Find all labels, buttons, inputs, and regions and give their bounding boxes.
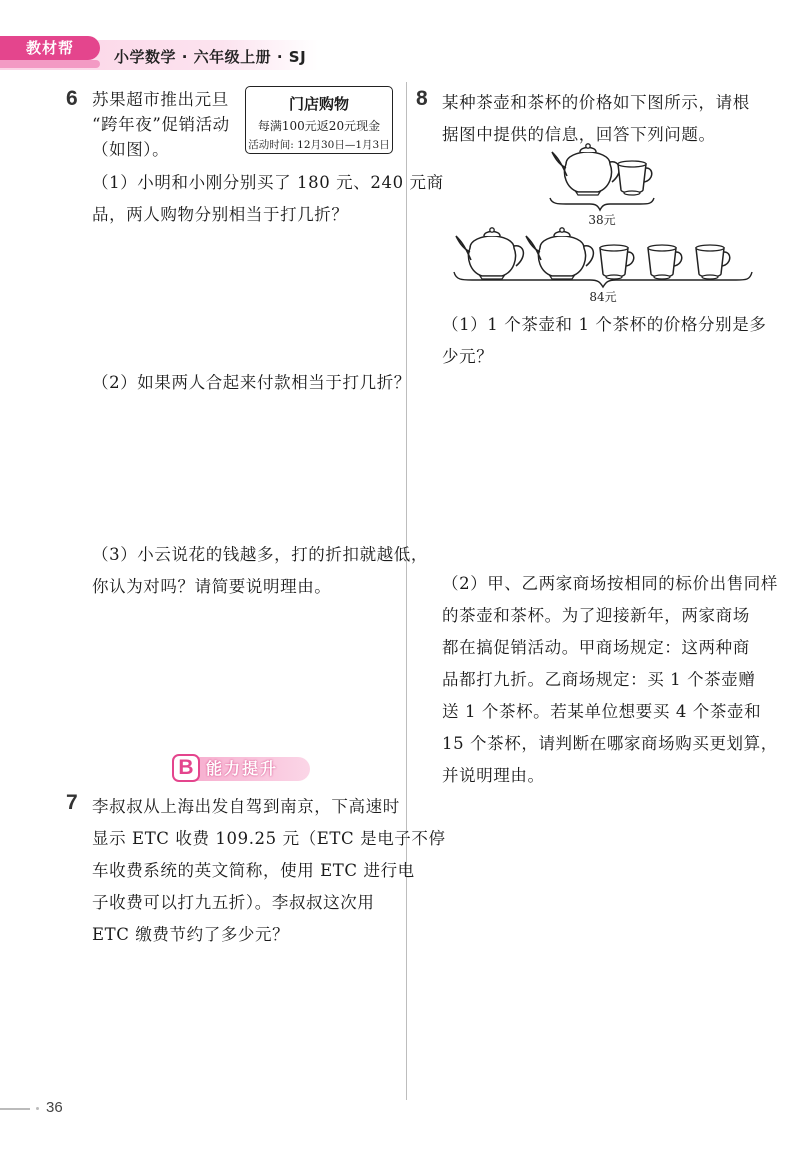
page-number: 36 bbox=[46, 1099, 63, 1116]
brand-tag: 教材帮 bbox=[0, 36, 100, 60]
question-8-number: 8 bbox=[416, 87, 428, 110]
text-line: 李叔叔从上海出发自驾到南京，下高速时 bbox=[92, 797, 400, 816]
teapot-icon bbox=[552, 144, 619, 195]
cup-icon bbox=[648, 245, 682, 279]
question-6-number: 6 bbox=[66, 87, 78, 110]
text-line: 子收费可以打九五折）。李叔叔这次用 bbox=[92, 893, 375, 912]
text-line: 你认为对吗？请简要说明理由。 bbox=[92, 577, 332, 596]
store-promo-box bbox=[245, 86, 393, 154]
text-line: 的茶壶和茶杯。为了迎接新年，两家商场 bbox=[442, 606, 750, 625]
question-6-part-2: （2）如果两人合起来付款相当于打几折？ bbox=[92, 373, 411, 392]
text-line: 品都打九折。乙商场规定：买 1 个茶壶赠 bbox=[442, 670, 756, 689]
text-line: （1）小明和小刚分别买了 180 元、240 元商 bbox=[92, 173, 444, 192]
text-line: 品，两人购物分别相当于打几折？ bbox=[92, 205, 349, 224]
brace-top bbox=[550, 198, 654, 210]
cup-icon bbox=[618, 161, 652, 195]
question-6-part-3 bbox=[92, 542, 428, 599]
section-b-label: 能力提升 bbox=[206, 759, 279, 778]
text-line: （1）1 个茶壶和 1 个茶杯的价格分别是多 bbox=[442, 315, 767, 334]
brand-stripe bbox=[0, 60, 100, 68]
text-line: （2）甲、乙两家商场按相同的标价出售同样 bbox=[442, 574, 778, 593]
section-b-badge: B bbox=[172, 754, 200, 782]
text-line: 据图中提供的信息，回答下列问题。 bbox=[442, 125, 716, 144]
text-line: “跨年夜”促销活动 bbox=[92, 115, 230, 134]
cup-icon bbox=[696, 245, 730, 279]
text-line: 都在搞促销活动。甲商场规定：这两种商 bbox=[442, 638, 750, 657]
text-line: 显示 ETC 收费 109.25 元（ETC 是电子不停 bbox=[92, 829, 446, 848]
teapot-cup-figure bbox=[440, 140, 770, 310]
text-line: ETC 缴费节约了多少元？ bbox=[92, 925, 290, 944]
question-7-text bbox=[92, 791, 446, 951]
page-number-rule bbox=[0, 1108, 30, 1110]
store-promo-offer: 每满100元返20元现金 bbox=[257, 119, 381, 133]
text-line: 少元？ bbox=[442, 347, 494, 366]
text-line: 某种茶壶和茶杯的价格如下图所示，请根 bbox=[442, 93, 750, 112]
page-number-dot bbox=[36, 1107, 39, 1110]
teapot-icon bbox=[526, 228, 593, 279]
cup-icon bbox=[600, 245, 634, 279]
text-line: （3）小云说花的钱越多，打的折扣就越低， bbox=[92, 545, 428, 564]
question-8-part-2 bbox=[442, 568, 778, 792]
text-line: 苏果超市推出元旦 bbox=[92, 90, 229, 109]
price-label-top: 38元 bbox=[588, 213, 616, 227]
text-line: （如图）。 bbox=[92, 140, 170, 159]
question-8-part-1 bbox=[442, 312, 766, 369]
store-promo-title: 门店购物 bbox=[288, 95, 349, 113]
text-line: 车收费系统的英文简称，使用 ETC 进行电 bbox=[92, 861, 415, 880]
question-6-part-1 bbox=[92, 170, 444, 227]
question-6-intro bbox=[92, 87, 230, 162]
text-line: 并说明理由。 bbox=[442, 766, 545, 785]
price-label-bottom: 84元 bbox=[589, 290, 617, 304]
text-line: 送 1 个茶杯。若某单位想要买 4 个茶壶和 bbox=[442, 702, 762, 721]
question-7-number: 7 bbox=[66, 791, 78, 814]
store-promo-time: 活动时间: 12月30日—1月3日 bbox=[248, 139, 390, 151]
header-title: 小学数学 · 六年级上册 · SJ bbox=[114, 48, 307, 66]
text-line: 15 个茶杯，请判断在哪家商场购买更划算， bbox=[442, 734, 778, 753]
section-b-heading bbox=[172, 754, 312, 784]
teapot-icon bbox=[456, 228, 523, 279]
